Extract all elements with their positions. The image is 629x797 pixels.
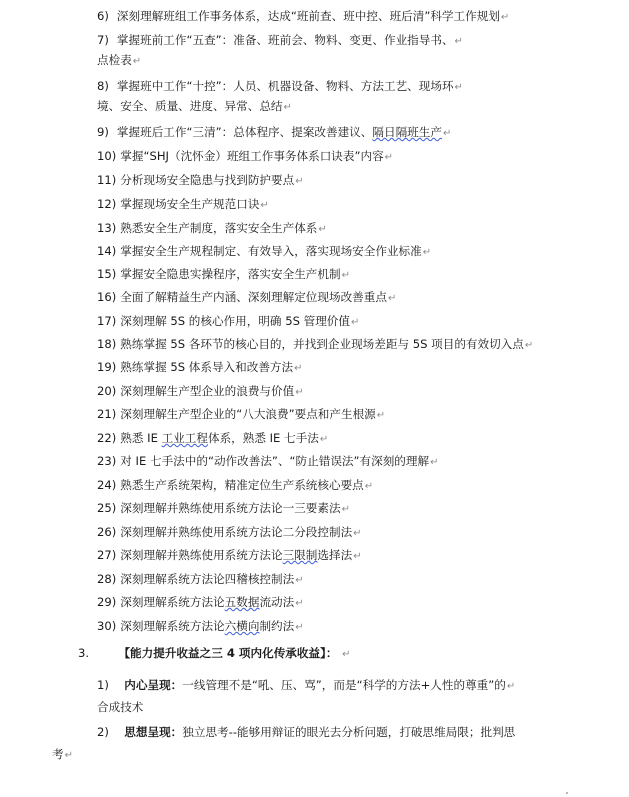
list-item-number: 25) (97, 501, 117, 515)
list-item-text: 掌握安全生产规程制定、有效导入，落实现场安全作业标准 (120, 244, 422, 258)
list-item (97, 571, 304, 589)
list-item (97, 594, 304, 612)
paragraph-mark-icon: ↵ (342, 649, 351, 660)
paragraph-mark-icon: ↵ (294, 363, 303, 374)
list-item-text: 掌握“SHJ（沈怀金）班组工作事务体系口诀表”内容 (120, 149, 384, 163)
list-item-text: 深刻理解系统方法论五数据流动法 (120, 595, 295, 609)
list-item-number: 16) (97, 290, 117, 304)
paragraph-mark-icon: ↵ (295, 622, 304, 633)
list-item-number: 10) (97, 149, 117, 163)
list-item-text: 熟练掌握 5S 体系导入和改善方法 (120, 360, 294, 374)
paragraph-mark-icon: ↵ (295, 176, 304, 187)
list-item (97, 289, 396, 307)
paragraph-mark-icon: ↵ (318, 224, 327, 235)
list-item (97, 52, 141, 70)
paragraph-mark-icon: ↵ (132, 56, 142, 67)
list-item (97, 359, 303, 377)
point-text: 合成技术 (97, 700, 144, 714)
list-item-number: 22) (97, 431, 117, 445)
paragraph-mark-icon: ↵ (64, 750, 73, 761)
list-item (97, 148, 393, 166)
paragraph-mark-icon: ↵ (353, 551, 362, 562)
section-heading (78, 645, 351, 663)
list-item (97, 196, 269, 214)
point-number: 2) (97, 725, 109, 739)
list-item-number: 15) (97, 267, 117, 281)
list-item-text: 深刻理解 5S 的核心作用，明确 5S 管理价值 (120, 314, 350, 328)
point-2 (97, 724, 515, 740)
paragraph-mark-icon: ↵ (506, 681, 516, 692)
paragraph-mark-icon: ↵ (319, 434, 329, 445)
list-item-text: 熟悉生产系统架构，精准定位生产系统核心要点 (120, 478, 364, 492)
list-item-number: 12) (97, 197, 117, 211)
paragraph-mark-icon: ↵ (283, 102, 292, 113)
point-label: 思想呈现： (124, 725, 183, 739)
point-text: 独立思考--能够用辩证的眼光去分析问题，打破思维局限；批判思 (182, 725, 516, 739)
paragraph-mark-icon: ↵ (351, 317, 360, 328)
paragraph-mark-icon: ↵ (454, 82, 463, 93)
point-1 (97, 677, 515, 695)
list-item-text: 深刻理解生产型企业的“八大浪费”要点和产生根源 (120, 407, 376, 421)
paragraph-mark-icon: ↵ (524, 340, 534, 351)
list-item-text: 深刻理解生产型企业的浪费与价值 (120, 384, 295, 398)
list-item-text: 掌握班中工作“十控”：人员、机器设备、物料、方法工艺、现场环 (116, 79, 454, 93)
paragraph-mark-icon: ↵ (384, 152, 394, 163)
list-item-number: 8) (97, 79, 109, 93)
list-item-text: 掌握班后工作“三清”：总体程序、提案改善建议、隔日隔班生产 (116, 125, 442, 139)
list-item-text: 点检表 (97, 53, 132, 67)
paragraph-mark-icon: ↵ (295, 575, 304, 586)
list-item-number: 30) (97, 619, 117, 633)
paragraph-mark-icon: ↵ (341, 504, 350, 515)
paragraph-mark-icon: ↵ (422, 247, 432, 258)
list-item (97, 524, 362, 542)
list-item-number: 6) (97, 9, 109, 23)
list-item (97, 618, 304, 636)
list-item (97, 336, 533, 354)
list-item (97, 78, 463, 96)
paragraph-mark-icon: ↵ (500, 12, 510, 23)
list-item-text: 深刻理解系统方法论四稽核控制法 (120, 572, 295, 586)
list-item-number: 9) (97, 125, 109, 139)
paragraph-mark-icon: ↵ (295, 598, 304, 609)
paragraph-mark-icon: ↵ (376, 410, 386, 421)
list-item (97, 313, 359, 331)
list-item (97, 98, 292, 116)
list-item-text: 掌握现场安全生产规范口诀 (120, 197, 260, 211)
paragraph-mark-icon: ↵ (387, 293, 397, 304)
list-item-text: 掌握安全隐患实操程序，落实安全生产机制 (120, 267, 341, 281)
list-item-number: 23) (97, 454, 117, 468)
list-item (97, 8, 509, 26)
list-item (97, 500, 350, 518)
list-item (97, 266, 350, 284)
list-item-text: 熟练掌握 5S 各环节的核心目的，并找到企业现场差距与 5S 项目的有效切入点 (120, 337, 524, 351)
list-item (97, 383, 304, 401)
paragraph-mark-icon: ↵ (260, 200, 269, 211)
list-item-text: 熟悉安全生产制度，落实安全生产体系 (120, 221, 318, 235)
list-item-text: 境、安全、质量、进度、异常、总结 (97, 99, 283, 113)
point-2-continuation (52, 746, 73, 764)
list-item-text: 全面了解精益生产内涵、深刻理解定位现场改善重点 (120, 290, 387, 304)
list-item (97, 172, 304, 190)
paragraph-mark-icon: ↵ (364, 481, 374, 492)
list-item-number: 13) (97, 221, 117, 235)
point-number: 1) (97, 678, 109, 692)
paragraph-mark-icon: ↵ (442, 128, 452, 139)
list-item (97, 220, 327, 238)
list-item-number: 27) (97, 548, 117, 562)
paragraph-mark-icon: ↵ (430, 457, 439, 468)
list-item-number: 17) (97, 314, 117, 328)
list-item-number: 18) (97, 337, 117, 351)
list-item (97, 477, 373, 495)
list-item-number: 28) (97, 572, 117, 586)
list-item-number: 24) (97, 478, 117, 492)
list-item-number: 29) (97, 595, 117, 609)
list-item-text: 对 IE 七手法中的“动作改善法”、“防止错误法”有深刻的理解 (120, 454, 430, 468)
paragraph-mark-icon: ↵ (295, 387, 304, 398)
list-item (97, 453, 438, 471)
list-item-text: 掌握班前工作“五查”：准备、班前会、物料、变更、作业指导书、 (116, 33, 454, 47)
list-item-text: 深刻理解并熟练使用系统方法论三限制选择法 (120, 548, 353, 562)
paragraph-mark-icon: ↵ (341, 270, 350, 281)
paragraph-mark-icon: ↵ (454, 36, 463, 47)
list-item (97, 547, 362, 565)
list-item-number: 20) (97, 384, 117, 398)
list-item-text: 深刻理解系统方法论六横向制约法 (120, 619, 295, 633)
list-item-number: 21) (97, 407, 117, 421)
list-item-number: 26) (97, 525, 117, 539)
list-item-number: 14) (97, 244, 117, 258)
section-title: 【能力提升收益之三 4 项内化传承收益】： (118, 646, 338, 660)
point-text: 考 (52, 747, 64, 761)
list-item-text: 深刻理解并熟练使用系统方法论一三要素法 (120, 501, 341, 515)
list-item (97, 243, 431, 261)
list-item-text: 深刻理解并熟练使用系统方法论二分段控制法 (120, 525, 353, 539)
list-item (97, 124, 451, 142)
paragraph-mark-icon: ↵ (353, 528, 362, 539)
list-item-text: 分析现场安全隐患与找到防护要点 (120, 173, 295, 187)
point-1-continuation (97, 699, 143, 715)
list-item-number: 7) (97, 33, 109, 47)
list-item-text: 熟悉 IE 工业工程体系，熟悉 IE 七手法 (120, 431, 319, 445)
list-item-text: 深刻理解班组工作事务体系，达成“班前查、班中控、班后清”科学工作规划 (116, 9, 500, 23)
page-corner-mark (566, 792, 568, 794)
list-item (97, 430, 328, 448)
list-item-number: 19) (97, 360, 117, 374)
section-number: 3. (78, 646, 90, 660)
list-item (97, 406, 385, 424)
list-item (97, 32, 463, 50)
point-text: 一线管理不是“吼、压、骂”，而是“科学的方法+人性的尊重”的 (182, 678, 506, 692)
point-label: 内心呈现： (124, 678, 183, 692)
list-item-number: 11) (97, 173, 117, 187)
